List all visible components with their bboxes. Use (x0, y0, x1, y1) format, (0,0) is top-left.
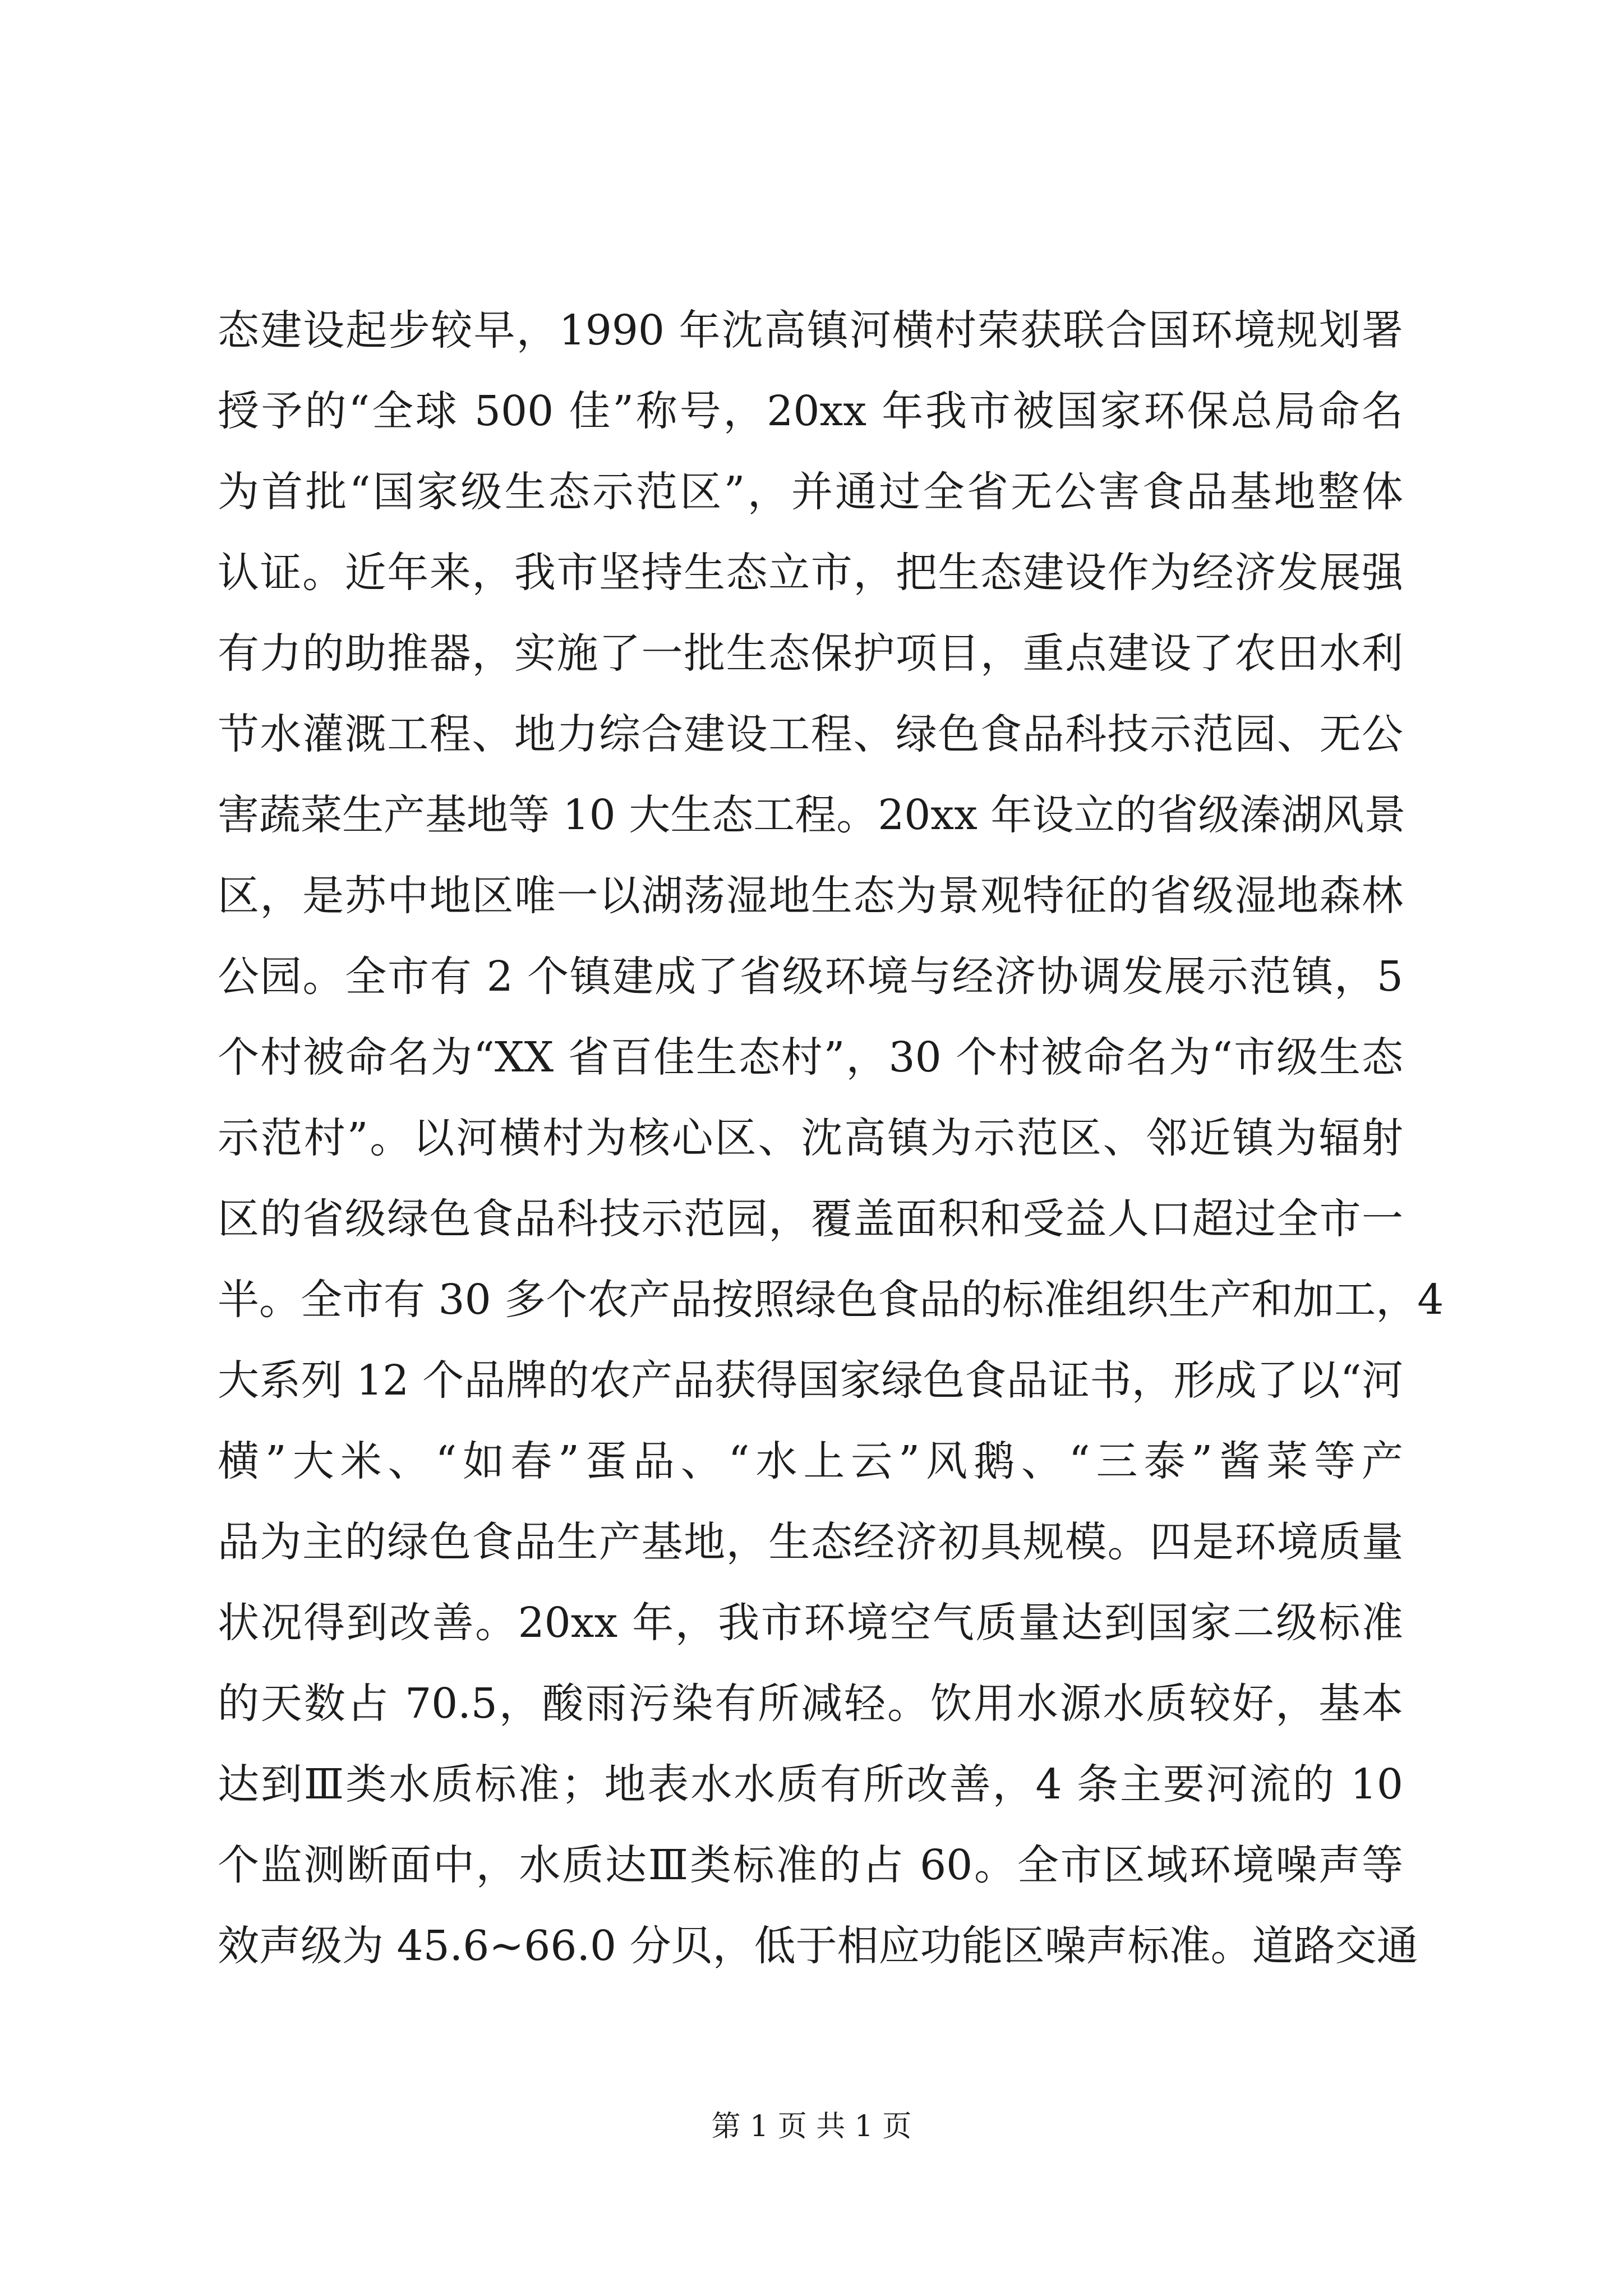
body-text-line: 品为主的绿色食品生产基地，生态经济初具规模。四是环境质量 (218, 1518, 1403, 1566)
body-text-line: 公园。全市有 2 个镇建成了省级环境与经济协调发展示范镇，5 (218, 953, 1403, 1001)
body-text-line: 效声级为 45.6~66.0 分贝，低于相应功能区噪声标准。道路交通 (218, 1922, 1418, 1970)
body-text-line: 的天数占 70.5，酸雨污染有所减轻。饮用水源水质较好，基本 (218, 1680, 1403, 1728)
body-text-line: 横”大米、“如春”蛋品、“水上云”风鹅、“三泰”酱菜等产 (218, 1437, 1403, 1485)
body-text-line: 区的省级绿色食品科技示范园，覆盖面积和受益人口超过全市一 (218, 1195, 1403, 1243)
body-text-line: 大系列 12 个品牌的农产品获得国家绿色食品证书，形成了以“河 (218, 1356, 1403, 1405)
body-text-line: 个村被命名为“XX 省百佳生态村”，30 个村被命名为“市级生态 (218, 1033, 1403, 1082)
body-text-line: 个监测断面中，水质达Ⅲ类标准的占 60。全市区域环境噪声等 (218, 1841, 1403, 1889)
body-text-line: 害蔬菜生产基地等 10 大生态工程。20xx 年设立的省级溱湖风景 (218, 791, 1406, 839)
body-text-line: 半。全市有 30 多个农产品按照绿色食品的标准组织生产和加工，4 (218, 1276, 1444, 1324)
body-text-line: 为首批“国家级生态示范区”，并通过全省无公害食品基地整体 (218, 468, 1403, 516)
body-text-line: 节水灌溉工程、地力综合建设工程、绿色食品科技示范园、无公 (218, 710, 1403, 758)
body-text-line: 认证。近年来，我市坚持生态立市，把生态建设作为经济发展强 (218, 549, 1403, 597)
body-text-line: 区，是苏中地区唯一以湖荡湿地生态为景观特征的省级湿地森林 (218, 872, 1403, 920)
body-text-line: 态建设起步较早，1990 年沈高镇河横村荣获联合国环境规划署 (218, 306, 1403, 355)
body-text (218, 290, 1444, 1986)
body-text-line: 有力的助推器，实施了一批生态保护项目，重点建设了农田水利 (218, 629, 1403, 678)
body-text-line: 示范村”。以河横村为核心区、沈高镇为示范区、邻近镇为辐射 (218, 1114, 1403, 1162)
body-text-line: 状况得到改善。20xx 年，我市环境空气质量达到国家二级标准 (218, 1599, 1403, 1647)
body-text-line: 达到Ⅲ类水质标准；地表水水质有所改善，4 条主要河流的 10 (218, 1760, 1403, 1809)
page-footer: 第 1 页 共 1 页 (711, 2110, 912, 2143)
body-text-line: 授予的“全球 500 佳”称号，20xx 年我市被国家环保总局命名 (218, 387, 1403, 435)
